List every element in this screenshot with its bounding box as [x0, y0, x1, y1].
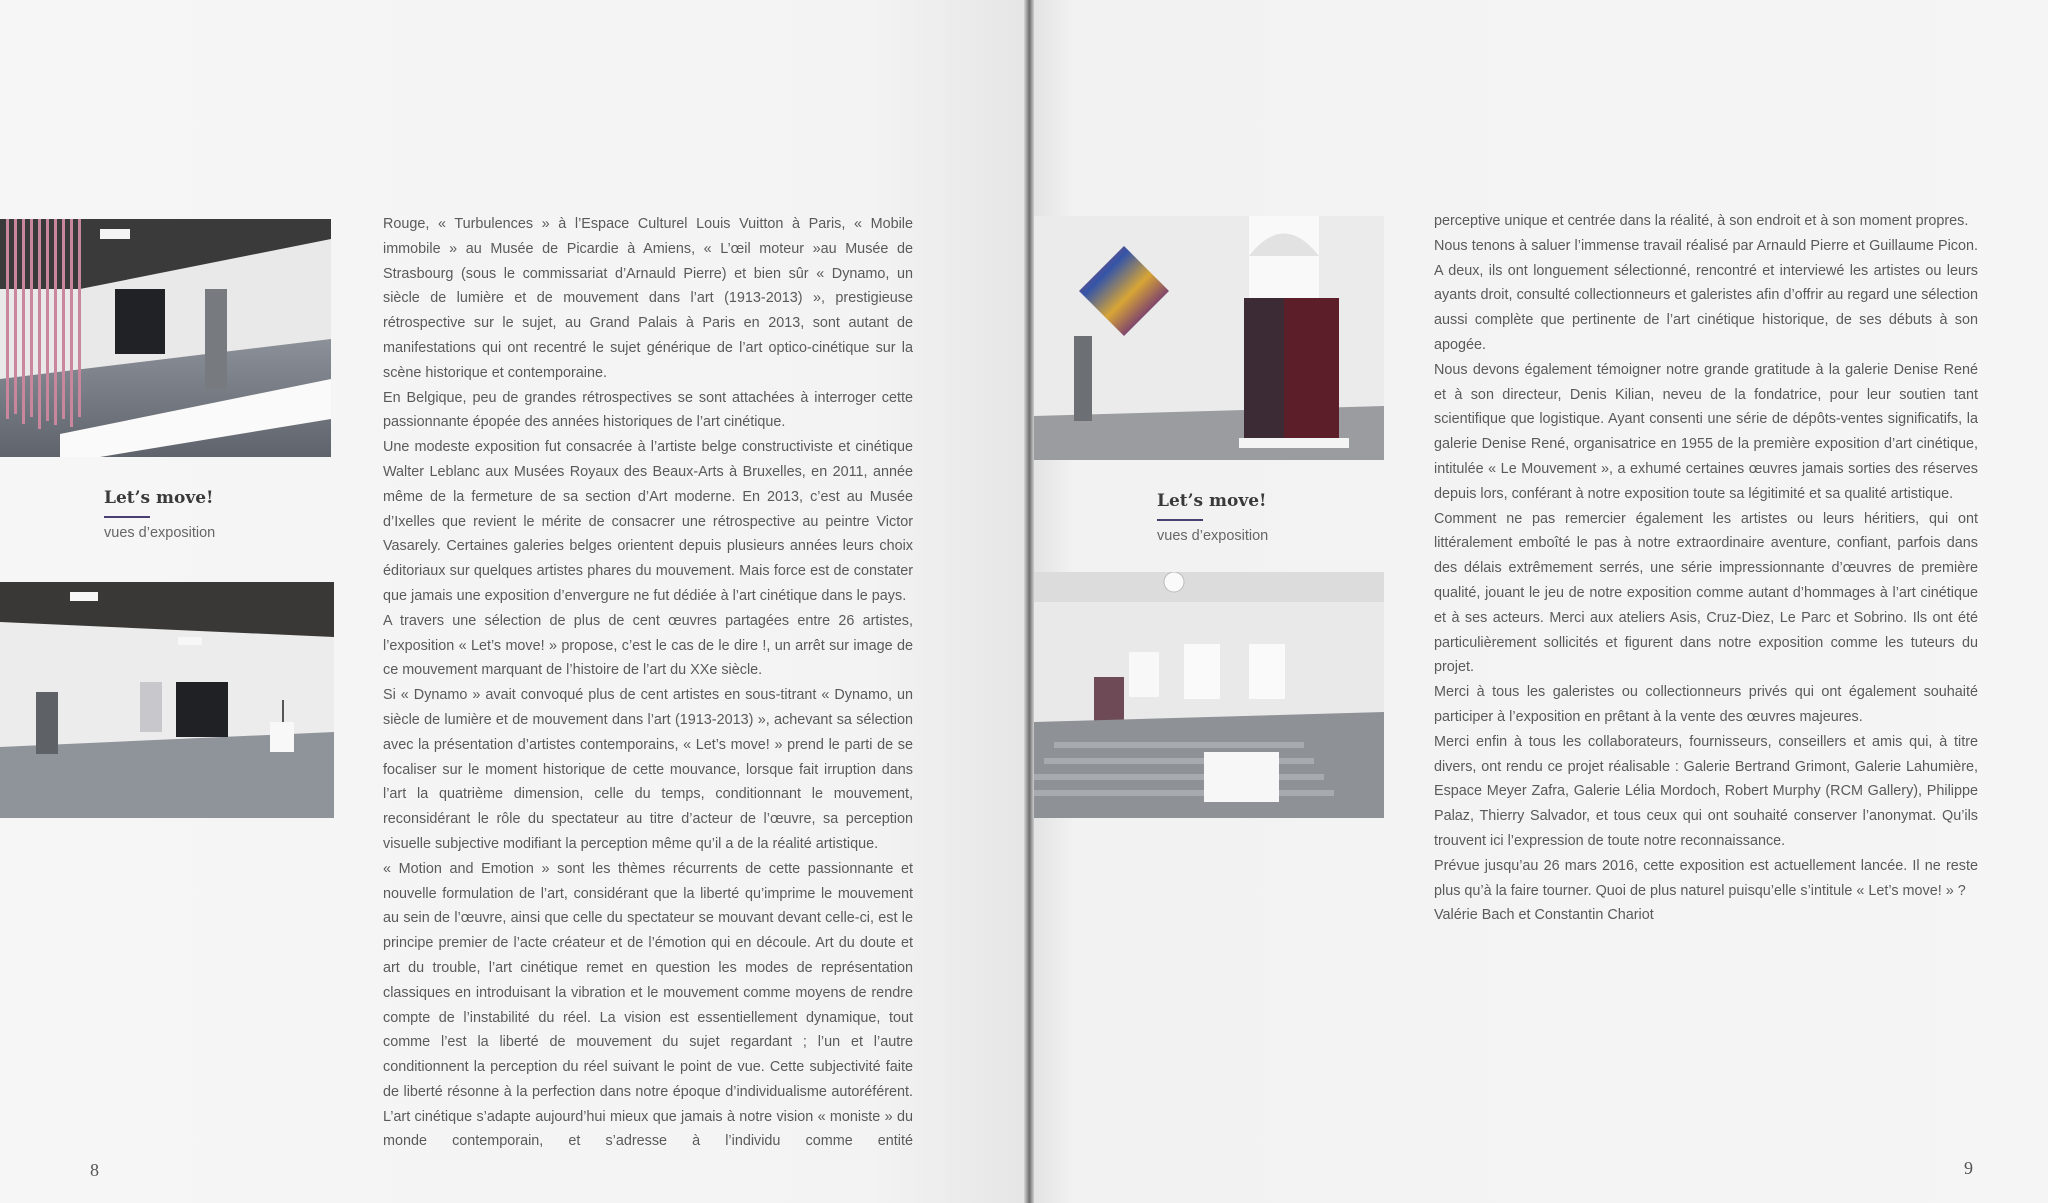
exhibition-photo-1-image	[0, 219, 331, 457]
right-page	[1034, 0, 2048, 1203]
left-paragraph-2: En Belgique, peu de grandes rétrospectives se sont attachées à interroger cette passionnante épopée des années historiques de l’art cinétique.	[383, 389, 913, 431]
exhibition-photo-4	[1034, 572, 1384, 818]
right-caption-rule	[1157, 519, 1203, 521]
exhibition-photo-3	[1034, 216, 1384, 460]
spine-gutter	[1024, 0, 1034, 1203]
right-paragraph-4: Comment ne pas remercier également les artistes ou leurs héritiers, qui ont littéralement emboîté le pas à notre extraordinaire aventure, confiant, parfois dans des délais extrêmement serrés, une série impressionnante d’œuvres de première qualité, jouant le jeu de notre exposition comme autant d’hommages à l’art cinétique et à ses acteurs. Merci aux ateliers Asis, Cruz-Diez, Le Parc et Sobrino. Ils ont été particulièrement sollicités et figurent dans notre exposition comme les tuteurs du projet.	[1434, 510, 1978, 676]
left-page-number: 8	[90, 1160, 99, 1180]
exhibition-photo-2-image	[0, 582, 334, 818]
left-text-column	[383, 212, 913, 1154]
right-caption-title: Let’s move!	[1157, 491, 1267, 511]
right-paragraph-1: perceptive unique et centrée dans la réalité, à son endroit et à son moment propres.	[1434, 213, 1969, 229]
left-paragraph-1: Rouge, « Turbulences » à l’Espace Culturel Louis Vuitton à Paris, « Mobile immobile » au Musée de Picardie à Amiens, « L’œil moteur »au Musée de Strasbourg (sous le commissariat d’Arnauld Pierre) et bien sûr « Dynamo, un siècle de lumière et de mouvement dans l’art (1913-2013) », prestigieuse rétrospective sur le sujet, au Grand Palais à Paris en 2013, sont autant de manifestations qui ont recentré le sujet générique de l’art optico-cinétique sur la scène historique et contemporaine.	[383, 216, 913, 381]
left-paragraph-5: Si « Dynamo » avait convoqué plus de cent artistes en sous-titrant « Dynamo, un siècle de lumière et de mouvement dans l’art (1913-2013) », achevant sa sélection avec la présentation d’artistes contemporains, « Let’s move! » prend le parti de se focaliser sur le moment historique de cette mouvance, lorsque fait irruption dans l’art la quatrième dimension, celle du temps, conditionnant le mouvement, reconsidérant le rôle du spectateur au titre d’acteur de l’œuvre, sa perception visuelle subjective modifiant la perception même qu’il a de la réalité artistique.	[383, 687, 913, 852]
left-caption-rule	[104, 516, 150, 518]
right-paragraph-5: Merci à tous les galeristes ou collectionneurs privés qui ont également souhaité participer à l’exposition en prêtant à la vente des œuvres majeures.	[1434, 684, 1978, 725]
left-paragraph-4: A travers une sélection de plus de cent œuvres partagées entre 26 artistes, l’exposition « Let’s move! » propose, c’est le cas de le dire !, un arrêt sur image de ce mouvement marquant de l’histoire de l’art du XXe siècle.	[383, 612, 913, 679]
right-text-column	[1434, 209, 1978, 928]
right-paragraph-3: Nous devons également témoigner notre grande gratitude à la galerie Denise René et à son directeur, Denis Kilian, neveu de la fondatrice, pour leur soutien tant scientifique que logistique. Ayant consenti une série de dépôts-ventes significatifs, la galerie Denise René, organisatrice en 1955 de la première exposition d’art cinétique, intitulée « Le Mouvement », a exhumé certaines œuvres jamais sorties des réserves depuis lors, conférant à notre exposition toute sa légitimité et sa qualité artistique.	[1434, 361, 1978, 502]
exhibition-photo-1	[0, 219, 331, 457]
right-caption-subtitle: vues d’exposition	[1157, 528, 1269, 544]
left-caption-title: Let’s move!	[104, 488, 214, 508]
left-caption-subtitle: vues d’exposition	[104, 525, 216, 541]
left-paragraph-3: Une modeste exposition fut consacrée à l’artiste belge constructiviste et cinétique Walter Leblanc aux Musées Royaux des Beaux-Arts à Bruxelles, en 2011, année même de la fermeture de sa section d’Art moderne. En 2013, c’est au Musée d’Ixelles que revient le mérite de consacrer une rétrospective au peintre Victor Vasarely. Certaines galeries belges orientent depuis plusieurs années leurs choix éditoriaux sur quelques artistes phares du mouvement. Mais force est de constater que jamais une exposition d’envergure ne fut dédiée à l’art cinétique dans le pays.	[383, 439, 913, 604]
exhibition-photo-3-image	[1034, 216, 1384, 460]
exhibition-photo-2	[0, 582, 334, 818]
signature: Valérie Bach et Constantin Chariot	[1434, 907, 1654, 924]
right-paragraph-6: Merci enfin à tous les collaborateurs, fournisseurs, conseillers et amis qui, à titre divers, ont rendu ce projet réalisable : Galerie Bertrand Grimont, Galerie Lahumière, Espace Meyer Zafra, Galerie Lélia Mordoch, Robert Murphy (RCM Gallery), Philippe Palaz, Thierry Salvador, et tous ceux qui ont souhaité conserver l’anonymat. Qu’ils trouvent ici l’expression de toute notre reconnaissance.	[1434, 733, 1978, 849]
right-paragraph-7: Prévue jusqu’au 26 mars 2016, cette exposition est actuellement lancée. Il ne reste plus qu’à la faire tourner. Quoi de plus naturel puisqu’elle s’intitule « Let’s move! » ?	[1434, 857, 1978, 899]
left-paragraph-6: « Motion and Emotion » sont les thèmes récurrents de cette passionnante et nouvelle formulation de l’art, considérant que la liberté qu’imprime le mouvement au sein de l’œuvre, ainsi que celle du spectateur se mouvant devant celle-ci, est le principe premier de l’acte créateur et de l’émotion qui en découle. Art du doute et art du trouble, l’art cinétique remet en question les modes de représentation classiques en introduisant la vibration et le mouvement comme moyens de rendre compte de l’instabilité du réel. La vision est essentiellement dynamique, tout comme l’est la liberté de mouvement du sujet regardant ; l’un et l’autre conditionnent la perception du réel suivant le point de vue. Cette subjectivité faite de liberté résonne à la perfection dans notre époque d’individualisme autoréférent. L’art cinétique s’adapte aujourd’hui mieux que jamais à notre vision « moniste » du monde contemporain, et s’adresse à l’individu comme entité	[383, 860, 913, 1150]
right-paragraph-2: Nous tenons à saluer l’immense travail réalisé par Arnauld Pierre et Guillaume Picon. A deux, ils ont longuement sélectionné, rencontré et interviewé les artistes ou leurs ayants droit, consulté collectionneurs et galeristes afin d’offrir au regard une sélection aussi complète que pertinente de l’art cinétique historique, de ses débuts à son apogée.	[1434, 237, 1978, 353]
exhibition-photo-4-image	[1034, 572, 1384, 818]
right-page-number: 9	[1964, 1158, 1973, 1178]
